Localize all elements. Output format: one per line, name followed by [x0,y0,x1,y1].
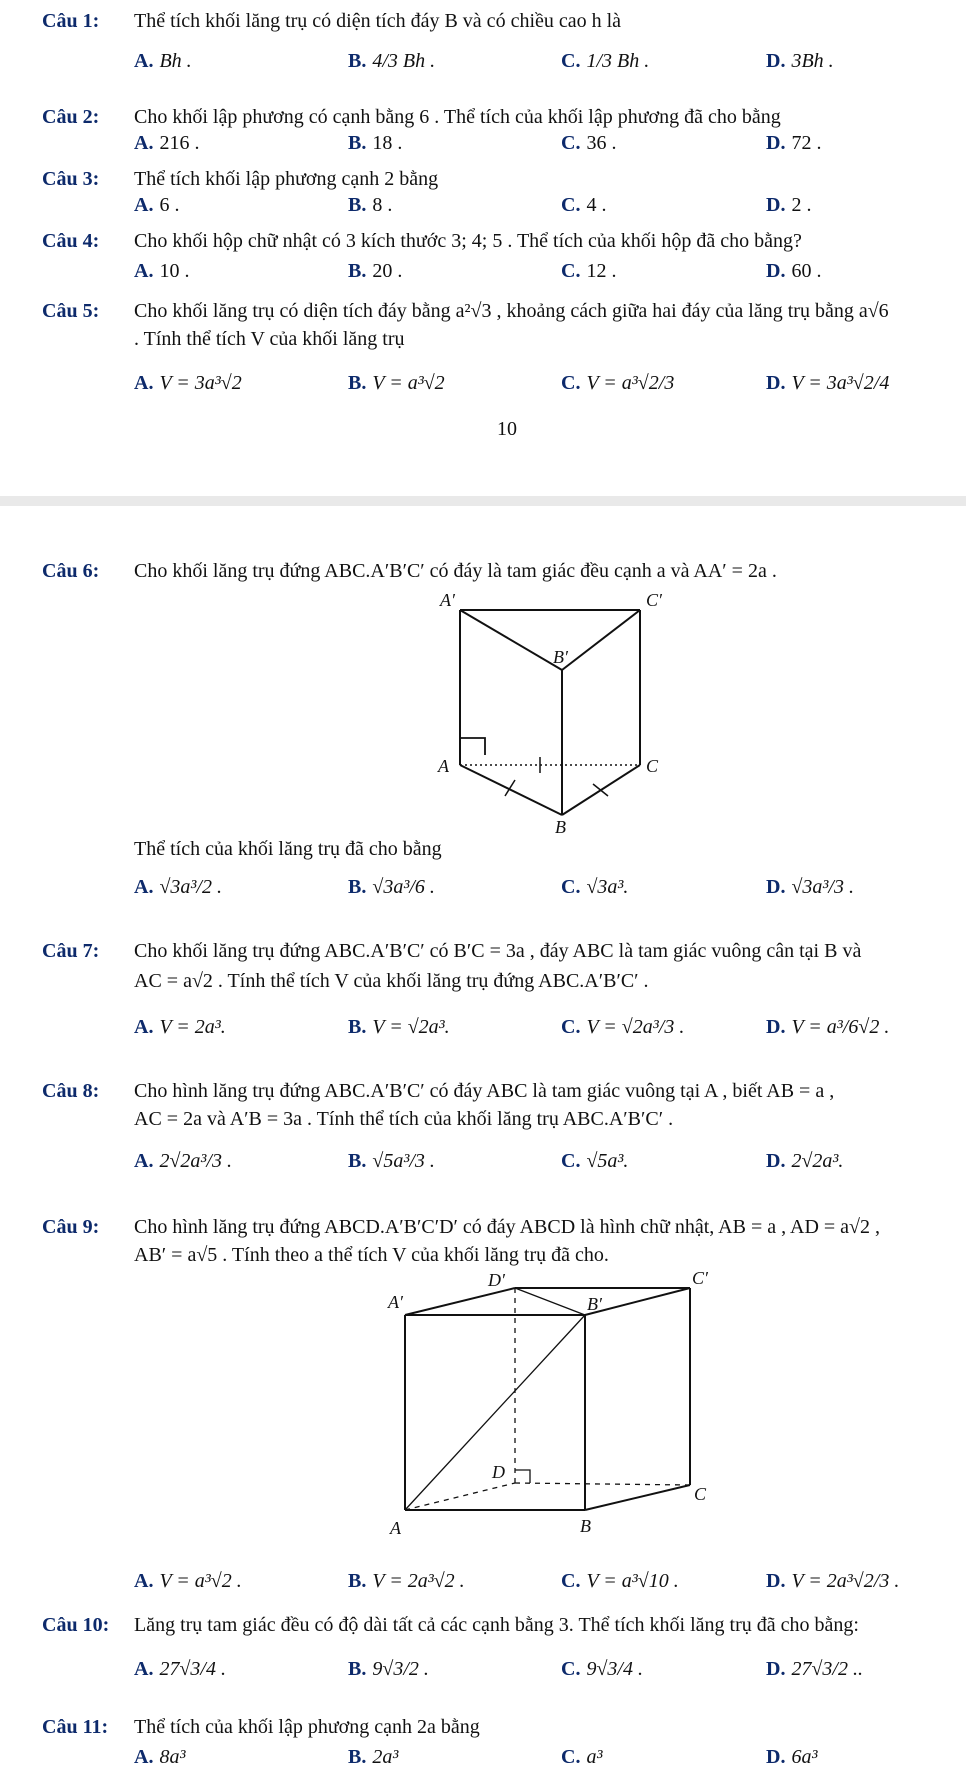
option-b[interactable]: B. 8 . [348,194,393,216]
question-label: Câu 6: [42,560,100,582]
label-a1: A′ [440,590,455,610]
box-figure [380,1270,720,1560]
option-d[interactable]: D. V = a³/6√2 . [766,1016,890,1038]
option-c[interactable]: C. V = √2a³/3 . [561,1016,685,1038]
prism-figure [410,590,670,835]
option-b[interactable]: B. V = 2a³√2 . [348,1570,465,1592]
option-c[interactable]: C. V = a³√10 . [561,1570,679,1592]
label-c1: C′ [692,1270,708,1288]
question-text: Cho hình lăng trụ đứng ABC.A′B′C′ có đáy ABC là tam giác vuông tại A , biết AB = a , [134,1080,835,1102]
question-text: Cho khối lăng trụ đứng ABC.A′B′C′ có đáy là tam giác đều cạnh a và AA′ = 2a . [134,560,777,582]
label-d1: D′ [488,1270,505,1290]
question-text-cont: Thể tích của khối lăng trụ đã cho bằng [134,838,442,860]
option-a[interactable]: A. V = a³√2 . [134,1570,242,1592]
option-a[interactable]: A. 8a³ [134,1746,186,1768]
question-label: Câu 3: [42,168,100,190]
option-b[interactable]: B. √5a³/3 . [348,1150,435,1172]
label-a: A [438,756,449,776]
edge-ad-hidden [405,1483,515,1510]
question-text: Cho khối hộp chữ nhật có 3 kích thước 3; 4; 5 . Thể tích của khối hộp đã cho bằng? [134,230,802,252]
option-c[interactable]: C. 1/3 Bh . [561,50,650,72]
option-a[interactable]: A. 10 . [134,260,190,282]
option-c[interactable]: C. √5a³. [561,1150,629,1172]
label-a1: A′ [388,1292,403,1312]
option-a[interactable]: A. 27√3/4 . [134,1658,226,1680]
option-d[interactable]: D. V = 2a³√2/3 . [766,1570,900,1592]
question-text: Thể tích của khối lập phương cạnh 2a bằng [134,1716,480,1738]
question-text-cont: AB′ = a√5 . Tính theo a thể tích V của khối lăng trụ đã cho. [134,1244,609,1266]
option-b[interactable]: B. 20 . [348,260,403,282]
option-d[interactable]: D. 3Bh . [766,50,834,72]
question-text: Cho khối lăng trụ đứng ABC.A′B′C′ có B′C = 3a , đáy ABC là tam giác vuông cân tại B và [134,940,862,962]
option-d[interactable]: D. 6a³ [766,1746,818,1768]
edge-ab [460,765,562,815]
option-c[interactable]: C. 36 . [561,132,617,154]
option-c[interactable]: C. a³ [561,1746,603,1768]
option-a[interactable]: A. V = 2a³. [134,1016,226,1038]
option-a[interactable]: A. V = 3a³√2 [134,372,242,394]
edge-a1d1 [405,1288,515,1315]
label-b: B [555,817,566,835]
question-text-cont: . Tính thể tích V của khối lăng trụ [134,328,405,350]
option-d[interactable]: D. 27√3/2 .. [766,1658,863,1680]
question-text: Cho hình lăng trụ đứng ABCD.A′B′C′D′ có đáy ABCD là hình chữ nhật, AB = a , AD = a√2 , [134,1216,881,1238]
question-text-cont: AC = 2a và A′B = 3a . Tính thể tích của khối lăng trụ ABC.A′B′C′ . [134,1108,674,1130]
label-b1: B′ [587,1294,602,1314]
page-number: 10 [497,418,517,440]
question-label: Câu 9: [42,1216,100,1238]
option-d[interactable]: D. √3a³/3 . [766,876,854,898]
question-text: Thể tích khối lập phương cạnh 2 bằng [134,168,439,190]
label-b: B [580,1516,591,1536]
question-label: Câu 5: [42,300,100,322]
question-text: Thể tích khối lăng trụ có diện tích đáy B và có chiều cao h là [134,10,622,32]
option-b[interactable]: B. V = √2a³. [348,1016,450,1038]
edge-bc [585,1485,690,1510]
question-text: Cho khối lăng trụ có diện tích đáy bằng a²√3 , khoảng cách giữa hai đáy của lăng trụ bằng a√6 [134,300,889,322]
label-d: D [492,1462,505,1482]
label-c: C [694,1484,707,1504]
option-a[interactable]: A. Bh . [134,50,192,72]
edge-c1b1 [562,610,640,670]
question-label: Câu 8: [42,1080,100,1102]
page-divider [0,496,966,506]
question-text: Lăng trụ tam giác đều có độ dài tất cả các cạnh bằng 3. Thể tích khối lăng trụ đã cho bằng: [134,1614,859,1636]
option-c[interactable]: C. 12 . [561,260,617,282]
question-label: Câu 4: [42,230,100,252]
option-c[interactable]: C. 9√3/4 . [561,1658,643,1680]
option-c[interactable]: C. V = a³√2/3 [561,372,675,394]
question-label: Câu 10: [42,1614,110,1636]
option-a[interactable]: A. 6 . [134,194,180,216]
question-text: Cho khối lập phương có cạnh bằng 6 . Thể tích của khối lập phương đã cho bằng [134,106,781,128]
question-label: Câu 7: [42,940,100,962]
option-a[interactable]: A. √3a³/2 . [134,876,222,898]
option-b[interactable]: B. √3a³/6 . [348,876,435,898]
option-c[interactable]: C. √3a³. [561,876,629,898]
option-b[interactable]: B. 9√3/2 . [348,1658,429,1680]
option-b[interactable]: B. 2a³ [348,1746,399,1768]
option-a[interactable]: A. 2√2a³/3 . [134,1150,232,1172]
option-b[interactable]: B. 18 . [348,132,403,154]
label-c: C [646,756,659,776]
option-d[interactable]: D. 2 . [766,194,812,216]
edge-dc-hidden [515,1483,690,1485]
option-d[interactable]: D. 60 . [766,260,822,282]
label-b1: B′ [553,647,568,667]
question-label: Câu 11: [42,1716,109,1738]
right-angle-mark [515,1470,530,1483]
option-c[interactable]: C. 4 . [561,194,607,216]
label-a: A [390,1518,401,1538]
option-d[interactable]: D. 2√2a³. [766,1150,844,1172]
question-text-cont: AC = a√2 . Tính thể tích V của khối lăng trụ đứng ABC.A′B′C′ . [134,970,649,992]
option-d[interactable]: D. 72 . [766,132,822,154]
option-b[interactable]: B. V = a³√2 [348,372,445,394]
label-c1: C′ [646,590,662,610]
diag-d1b1 [515,1288,585,1315]
question-label: Câu 2: [42,106,100,128]
question-label: Câu 1: [42,10,100,32]
edge-a1b1 [460,610,562,670]
option-d[interactable]: D. V = 3a³√2/4 [766,372,890,394]
right-angle-mark [460,738,485,755]
option-a[interactable]: A. 216 . [134,132,200,154]
option-b[interactable]: B. 4/3 Bh . [348,50,436,72]
